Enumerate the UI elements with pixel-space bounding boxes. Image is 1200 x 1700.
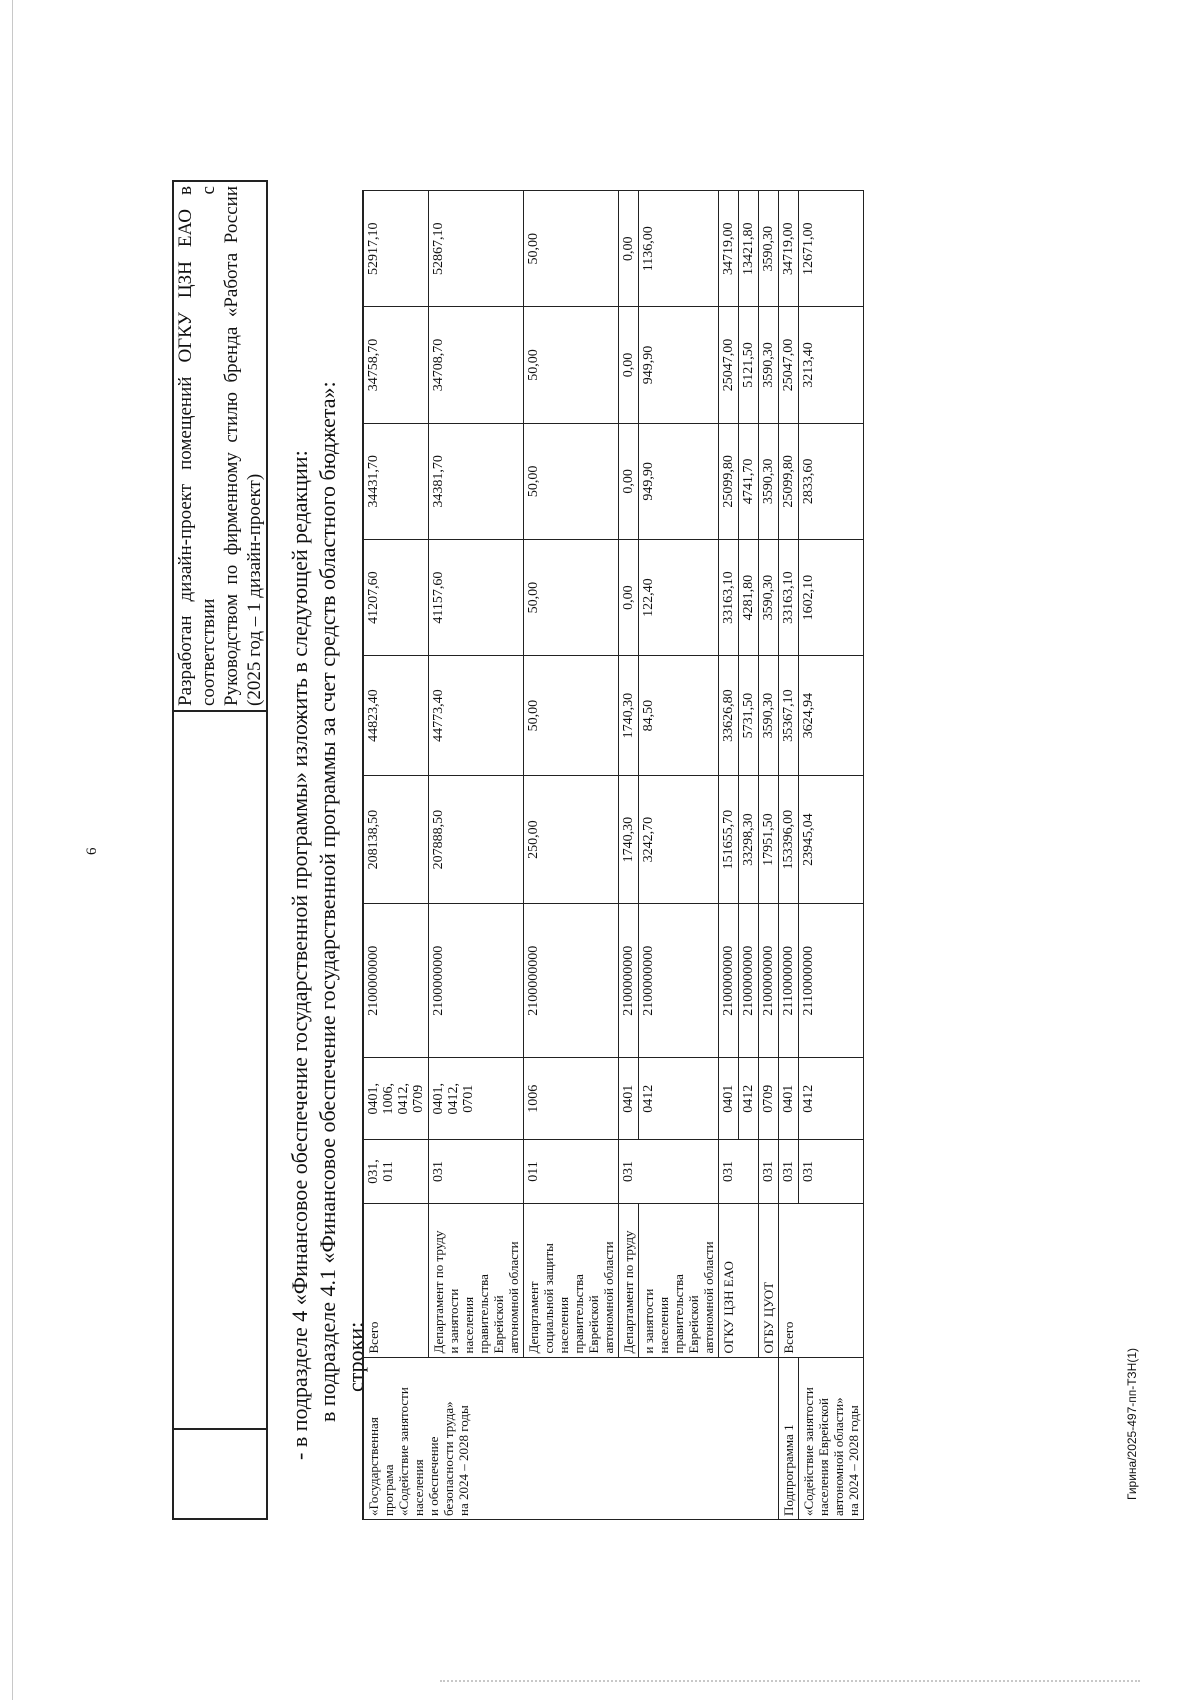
cell-line: 031, [366, 1159, 381, 1184]
value-cell: 122,40 [639, 539, 719, 655]
cell-line: «Содействие занятости [801, 1387, 816, 1516]
table-row [363, 191, 429, 1520]
name-cell [779, 1357, 799, 1519]
grbs-cell [363, 1140, 429, 1203]
cell-line: програма [381, 1464, 396, 1516]
value-cell: 1740,30 [619, 775, 639, 903]
value-cell: 949,90 [639, 423, 719, 539]
heading-line-3: строки: [343, 1321, 368, 1392]
value-cell: 4741,70 [739, 423, 759, 539]
value-cell: 250,00 [524, 775, 619, 903]
cell-line: населения [656, 1296, 671, 1354]
value-cell: 3590,30 [759, 191, 779, 307]
cell-line: автономной области» [831, 1397, 846, 1516]
value-cell: 1740,30 [619, 656, 639, 776]
value-cell: 3590,30 [759, 656, 779, 776]
cell-line: 0701 [461, 1084, 476, 1113]
grbs-cell [619, 1140, 719, 1203]
value-cell: 41207,60 [363, 539, 429, 655]
csr-cell: 2100000000 [363, 904, 429, 1058]
cell-line: 031 [431, 1160, 446, 1182]
rzpr-cell [799, 1058, 864, 1140]
value-cell: 50,00 [524, 191, 619, 307]
cell-line: и обеспечение [426, 1436, 441, 1516]
cell-line: 031 [801, 1160, 816, 1182]
csr-cell: 2100000000 [759, 904, 779, 1058]
value-cell: 2833,60 [799, 423, 864, 539]
value-cell: 41157,60 [429, 539, 524, 655]
value-cell: 44773,40 [429, 656, 524, 776]
csr-cell: 2100000000 [619, 904, 639, 1058]
executor-cell [524, 1203, 619, 1357]
executor-cell [719, 1203, 759, 1357]
csr-cell: 2110000000 [799, 904, 864, 1058]
executor-cell [779, 1203, 864, 1357]
executor-cell [619, 1203, 639, 1357]
cell-line: правительства [571, 1274, 586, 1354]
table-row [639, 191, 719, 1520]
value-cell: 1602,10 [799, 539, 864, 655]
table-row [619, 191, 639, 1520]
grbs-cell [799, 1140, 864, 1203]
value-cell: 23945,04 [799, 775, 864, 903]
description-line: Разработан дизайн-проект помещений ОГКУ ЦЗН ЕАО в соответствии с [175, 186, 219, 706]
value-cell: 44823,40 [363, 656, 429, 776]
value-cell: 17951,50 [759, 775, 779, 903]
cell-line: Департамент по труду [621, 1230, 636, 1354]
cell-line: автономной области [506, 1241, 521, 1354]
value-cell: 34381,70 [429, 423, 524, 539]
value-cell: 1136,00 [639, 191, 719, 307]
cell-line: и занятости [641, 1288, 656, 1354]
csr-cell: 2100000000 [639, 904, 719, 1058]
cell-line: 011 [381, 1161, 396, 1182]
cell-line: Подпрограмма 1 [781, 1424, 796, 1516]
heading-line-2: в подразделе 4.1 «Финансовое обеспечение государственной программы за счет средств областного бюджета»: [315, 381, 340, 1422]
rzpr-cell [739, 1058, 759, 1140]
cell-line: Еврейской [491, 1295, 506, 1354]
rzpr-cell [719, 1058, 739, 1140]
cell-line: населения Еврейской [816, 1397, 831, 1516]
rzpr-cell [524, 1058, 619, 1140]
cell-line: 0412, [396, 1083, 411, 1115]
cell-line: «Государственная [366, 1417, 381, 1516]
rzpr-cell [759, 1058, 779, 1140]
value-cell: 5731,50 [739, 656, 759, 776]
value-cell: 4281,80 [739, 539, 759, 655]
empty-cell [173, 711, 267, 1429]
name-cell [799, 1357, 864, 1519]
executor-cell [759, 1203, 779, 1357]
executor-cell [429, 1203, 524, 1357]
cell-line: 0412, [446, 1083, 461, 1115]
value-cell: 25099,80 [779, 423, 799, 539]
value-cell: 52867,10 [429, 191, 524, 307]
value-cell: 949,90 [639, 307, 719, 423]
value-cell: 0,00 [619, 423, 639, 539]
value-cell: 34758,70 [363, 307, 429, 423]
cell-line: «Содействие занятости [396, 1387, 411, 1516]
value-cell: 0,00 [619, 307, 639, 423]
value-cell: 3242,70 [639, 775, 719, 903]
scan-artifact-line [440, 1680, 1140, 1682]
page-number: 6 [84, 847, 100, 855]
table-row [429, 191, 524, 1520]
table-row [524, 191, 619, 1520]
value-cell: 33163,10 [719, 539, 739, 655]
csr-cell: 2100000000 [719, 904, 739, 1058]
value-cell: 3624,94 [799, 656, 864, 776]
value-cell: 34719,00 [719, 191, 739, 307]
cell-line: 0401 [781, 1084, 796, 1113]
document-reference: Гирина/2025-497-пп-ТЗН(1) [1125, 1347, 1139, 1500]
cell-line: 0412 [801, 1084, 816, 1113]
grbs-cell [779, 1140, 799, 1203]
value-cell: 33163,10 [779, 539, 799, 655]
cell-line: правительства [476, 1274, 491, 1354]
cell-line: 0401 [721, 1084, 736, 1113]
cell-line: 031 [721, 1160, 736, 1182]
value-cell: 52917,10 [363, 191, 429, 307]
value-cell: 3213,40 [799, 307, 864, 423]
value-cell: 34719,00 [779, 191, 799, 307]
value-cell: 33298,30 [739, 775, 759, 903]
value-cell: 13421,80 [739, 191, 759, 307]
cell-line: автономной области [601, 1241, 616, 1354]
value-cell: 35367,10 [779, 656, 799, 776]
cell-line: населения [556, 1296, 571, 1354]
value-cell: 3590,30 [759, 539, 779, 655]
value-cell: 50,00 [524, 539, 619, 655]
cell-line: 011 [526, 1161, 541, 1182]
grbs-cell [759, 1140, 779, 1203]
cell-line: ОГКУ ЦЗН ЕАО [721, 1261, 736, 1354]
value-cell: 0,00 [619, 539, 639, 655]
cell-line: 0709 [411, 1084, 426, 1113]
value-cell: 12671,00 [799, 191, 864, 307]
cell-line: ОГБУ ЦУОТ [761, 1281, 776, 1354]
budget-table [362, 190, 864, 1520]
empty-cell [173, 1429, 267, 1519]
rzpr-cell [779, 1058, 799, 1140]
cell-line: на 2024 – 2028 годы [846, 1405, 861, 1516]
previous-table-row [172, 180, 268, 1520]
value-cell: 153396,00 [779, 775, 799, 903]
cell-line: Всего [781, 1321, 796, 1354]
cell-line: 031 [621, 1160, 636, 1182]
csr-cell: 2110000000 [779, 904, 799, 1058]
rzpr-cell [619, 1058, 639, 1140]
value-cell: 84,50 [639, 656, 719, 776]
value-cell: 3590,30 [759, 423, 779, 539]
rzpr-cell [429, 1058, 524, 1140]
cell-line: 031 [781, 1160, 796, 1182]
rzpr-cell [363, 1058, 429, 1140]
value-cell: 50,00 [524, 307, 619, 423]
value-cell: 25047,00 [779, 307, 799, 423]
cell-line: 0401, [431, 1083, 446, 1115]
value-cell: 0,00 [619, 191, 639, 307]
cell-line: на 2024 – 2028 годы [456, 1405, 471, 1516]
value-cell: 34431,70 [363, 423, 429, 539]
cell-line: социальной защиты [541, 1243, 556, 1354]
name-cell [363, 1357, 779, 1519]
description-cell [173, 181, 267, 711]
csr-cell: 2100000000 [739, 904, 759, 1058]
executor-cell [639, 1203, 719, 1357]
value-cell: 50,00 [524, 656, 619, 776]
value-cell: 151655,70 [719, 775, 739, 903]
cell-line: Департамент [526, 1281, 541, 1354]
value-cell: 25099,80 [719, 423, 739, 539]
cell-line: 031 [761, 1160, 776, 1182]
cell-line: 0412 [741, 1084, 756, 1113]
value-cell: 207888,50 [429, 775, 524, 903]
cell-line: безопасности труда» [441, 1401, 456, 1516]
cell-line: Еврейской [586, 1295, 601, 1354]
cell-line: автономной области [701, 1241, 716, 1354]
cell-line: 1006, [381, 1083, 396, 1115]
cell-line: Всего [366, 1321, 381, 1354]
cell-line: 0401, [366, 1083, 381, 1115]
grbs-cell [524, 1140, 619, 1203]
value-cell: 33626,80 [719, 656, 739, 776]
value-cell: 208138,50 [363, 775, 429, 903]
grbs-cell [429, 1140, 524, 1203]
cell-line: и занятости [446, 1288, 461, 1354]
table-row [719, 191, 739, 1520]
rzpr-cell [639, 1058, 719, 1140]
cell-line: 0412 [641, 1084, 656, 1113]
table-row [779, 191, 799, 1520]
value-cell: 50,00 [524, 423, 619, 539]
description-line: Руководством по фирменному стилю бренда «Работа России [221, 186, 242, 706]
csr-cell: 2100000000 [524, 904, 619, 1058]
cell-line: 0401 [621, 1084, 636, 1113]
cell-line: Еврейской [686, 1295, 701, 1354]
cell-line: 1006 [526, 1084, 541, 1113]
value-cell: 25047,00 [719, 307, 739, 423]
description-line: (2025 год – 1 дизайн-проект) [244, 473, 265, 706]
rotated-page [0, 80, 1080, 1600]
cell-line: Департамент по труду [431, 1230, 446, 1354]
value-cell: 5121,50 [739, 307, 759, 423]
cell-line: населения [411, 1459, 426, 1516]
grbs-cell [719, 1140, 759, 1203]
value-cell: 3590,30 [759, 307, 779, 423]
heading-line-1: - в подразделе 4 «Финансовое обеспечение государственной программы» изложить в следующей редакции: [287, 450, 312, 1460]
table-row [759, 191, 779, 1520]
value-cell: 34708,70 [429, 307, 524, 423]
amendment-heading [286, 120, 370, 1460]
cell-line: 0709 [761, 1084, 776, 1113]
csr-cell: 2100000000 [429, 904, 524, 1058]
cell-line: правительства [671, 1274, 686, 1354]
executor-cell [363, 1203, 429, 1357]
cell-line: населения [461, 1296, 476, 1354]
